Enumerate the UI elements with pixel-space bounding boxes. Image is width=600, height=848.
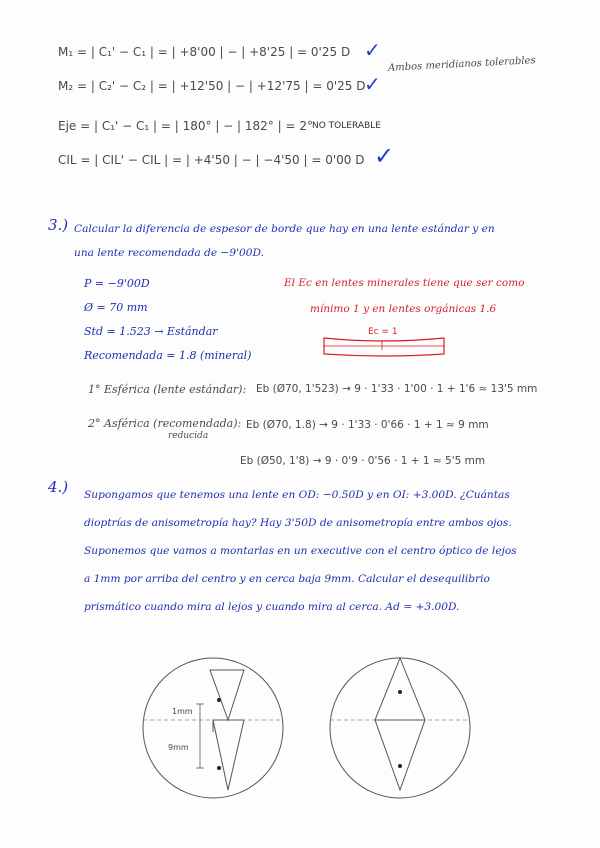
right-lens [330, 658, 470, 798]
label-9mm: 9mm [168, 743, 189, 752]
q3-note-line1: El Ec en lentes minerales tiene que ser como [284, 277, 525, 289]
meridian-1-formula: M₁ = | C₁' − C₁ | = | +8'00 | − | +8'25 | = 0'25 D [58, 45, 351, 59]
q3-text-line2: una lente recomendada de −9'00D. [74, 247, 264, 259]
check-icon: ✓ [364, 38, 381, 62]
check-icon: ✓ [374, 142, 395, 170]
calc2-label: 2° Asférica (recomendada): [88, 417, 242, 430]
q4-line-1: Supongamos que tenemos una lente en OD: −0.50D y en OI: +3.00D. ¿Cuántas [84, 489, 510, 501]
check-icon: ✓ [364, 72, 381, 96]
q3-std-index: Std = 1.523 → Estándar [84, 325, 218, 338]
lens-sketch-red [320, 336, 450, 360]
left-lens [143, 658, 283, 798]
axis-formula: Eje = | C₁' − C₁ | = | 180° | − | 182° | = 2° [58, 119, 313, 133]
q4-number: 4.) [48, 478, 69, 496]
calc1-label: 1° Esférica (lente estándar): [88, 383, 247, 396]
lens-diagram [0, 640, 600, 840]
q3-note-line2: mínimo 1 y en lentes orgánicas 1.6 [310, 303, 497, 315]
q3-number: 3.) [48, 216, 69, 234]
q3-diameter: Ø = 70 mm [84, 301, 148, 314]
q4-line-4: a 1mm por arriba del centro y en cerca baja 9mm. Calcular el desequilibrio [84, 573, 490, 585]
q3-power: P = −9'00D [84, 277, 150, 290]
calc1-formula: Eb (Ø70, 1'523) → 9 · 1'33 · 1'00 · 1 + 1'6 ≈ 13'5 mm [256, 383, 538, 395]
tolerable-note: Ambos meridianos tolerables [387, 55, 536, 74]
q3-recommended-index: Recomendada = 1.8 (mineral) [84, 349, 252, 362]
calc2-sub: reducida [168, 431, 209, 441]
cil-formula: CIL = | CIL' − CIL | = | +4'50 | − | −4'50 | = 0'00 D [58, 153, 365, 167]
q4-line-3: Suponemos que vamos a montarlas en un executive con el centro óptico de lejos [84, 545, 517, 557]
not-tolerable-label: NO TOLERABLE [312, 121, 381, 131]
meridian-2-formula: M₂ = | C₂' − C₂ | = | +12'50 | − | +12'75 | = 0'25 D [58, 79, 366, 93]
calc2-formula: Eb (Ø70, 1.8) → 9 · 1'33 · 0'66 · 1 + 1 ≈ 9 mm [246, 419, 489, 431]
q3-text-line1: Calcular la diferencia de espesor de borde que hay en una lente estándar y en [74, 223, 495, 235]
ec-label: Ec = 1 [368, 327, 398, 337]
calc3-formula: Eb (Ø50, 1'8) → 9 · 0'9 · 0'56 · 1 + 1 ≈ 5'5 mm [240, 455, 486, 467]
label-1mm: 1mm [172, 707, 193, 716]
q4-line-2: dioptrías de anisometropía hay? Hay 3'50D de anisometropía entre ambos ojos. [84, 517, 512, 529]
q4-line-5: prismático cuando mira al lejos y cuando mira al cerca. Ad = +3.00D. [84, 601, 460, 613]
